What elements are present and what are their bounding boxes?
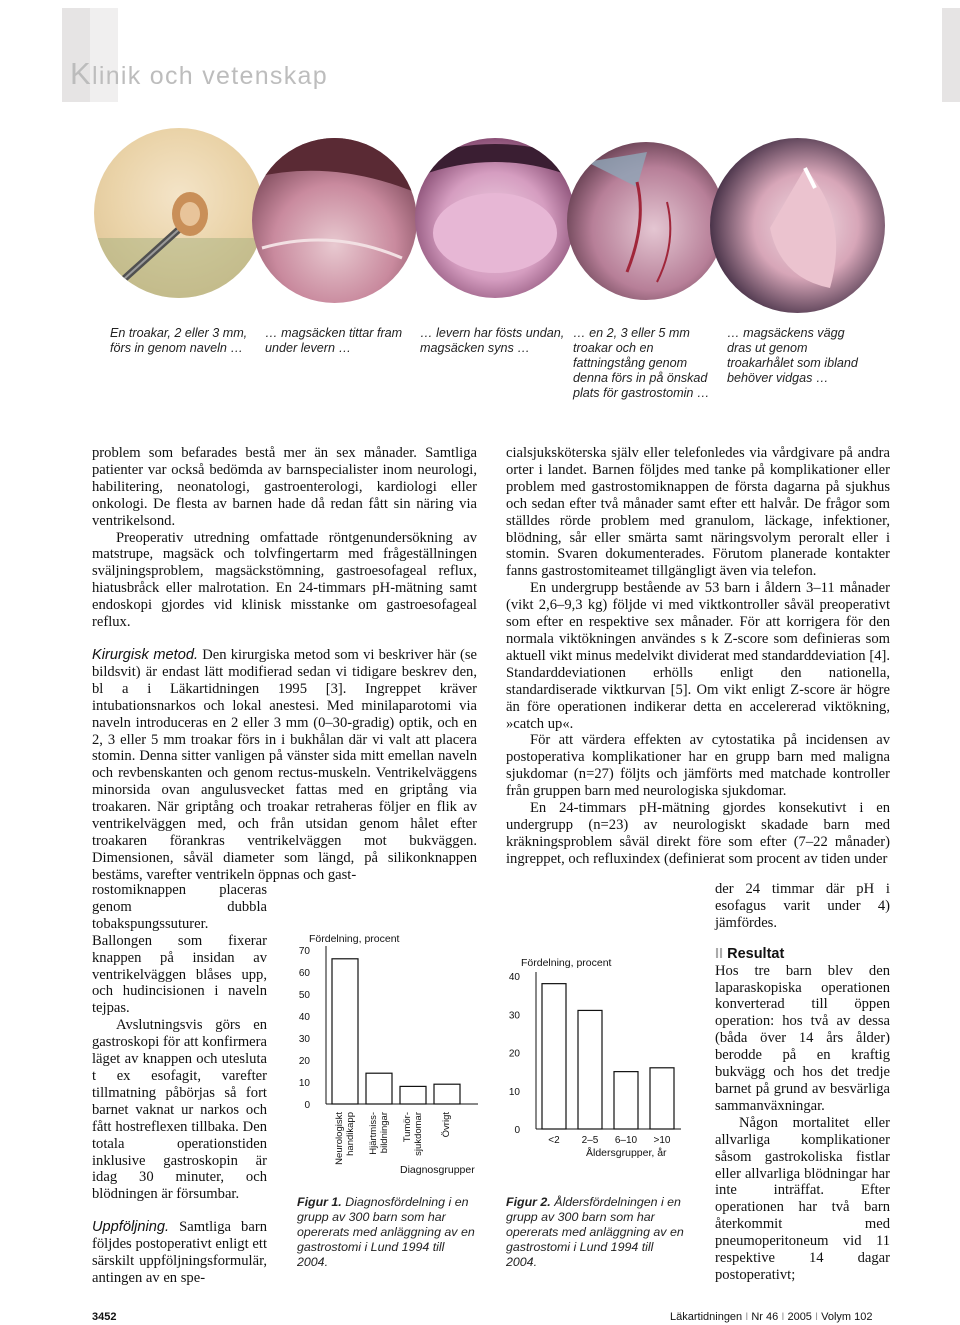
y-tick-label: 50	[298, 990, 310, 1001]
x-tick-label: 2–5	[581, 1135, 599, 1146]
photo-caption-4: … en 2, 3 eller 5 mm troakar och en fattningstång genom denna förs in på önskad plats för gastrostomin …	[573, 326, 710, 400]
photo-levern-undanfost	[415, 138, 575, 298]
x-tick-label: <2	[548, 1135, 560, 1146]
bar	[434, 1084, 460, 1104]
heading-uppfoljning: Uppföljning.	[92, 1219, 170, 1236]
photo-magsack-under-levern	[252, 138, 417, 303]
chart1-xlabel: Diagnosgrupper	[400, 1164, 475, 1176]
left-paragraph-3b: rostomiknappen placeras genom dubbla tobakspungssuturer. Ballongen som fixerar knappen på insidan av ventrikelväggen blåses upp, och hudincisionen i naveln tejpas.	[92, 882, 267, 1017]
photo-caption-2: … magsäcken tittar fram under levern …	[265, 326, 403, 355]
x-tick-label: Övrigt	[441, 1112, 452, 1138]
x-tick-label: 6–10	[614, 1135, 638, 1146]
resultat-heading: II Resultat	[715, 945, 785, 962]
y-tick-label: 30	[508, 1010, 520, 1022]
footer-page-number: 3452	[92, 1311, 117, 1323]
chart2-xlabel: Åldersgrupper, år	[586, 1147, 667, 1159]
x-tick-label: >10	[653, 1135, 671, 1146]
y-tick-label: 0	[514, 1125, 520, 1136]
left-paragraph-5: Uppföljning. Samtliga barn följdes postoperativt enligt ett särskilt uppföljningsformulär, antingen av en spe-	[92, 1219, 267, 1286]
right-paragraph-3: För att värdera effekten av cytostatika på incidensen av postoperativa komplikationer har en grupp barn med malignа sjukdomar (n=27) följts och jämförts med matchade kontroller från gruppen barn med neurologiska sjukdomar.	[506, 732, 890, 800]
y-tick-label: 10	[298, 1078, 310, 1089]
left-paragraph-2: Preoperativ utredning omfattade röntgenundersökning av matstrupe, magsäck och tolvfingertarm med frågeställningen sväljningsproblem, magsäckstömning, gastroesofageal reflux, hiatusbråck eller malrotation. En 24-timmars pH-mätning samt endoskopi gjordes vid klinisk misstanke om gastroesofageal reflux.	[92, 529, 477, 631]
chart2-ylabel: Fördelning, procent	[521, 957, 612, 969]
bar	[614, 1072, 638, 1129]
x-tick-label: Hjärtmiss-bildningar	[368, 1112, 390, 1155]
figure-1-caption: Figur 1. Diagnosfördelning i en grupp av 300 barn som har opererats med anläggning av en gastrostomi i Lund 1994 till 2004.	[297, 1195, 475, 1269]
figure-2-caption: Figur 2. Åldersfördelningen i en grupp av 300 barn som har opererats med anläggning av en gastrostomi i Lund 1994 till 2004.	[506, 1195, 684, 1269]
y-tick-label: 10	[508, 1086, 520, 1098]
right-paragraph-1: cialsjuksköterska själv eller telefonledes via vårdgivare på andra orter i landet. Barnen följdes med tanke på komplikationer eller problem med gastrostomiknappen de första dagarna på sjukhus och sedan efter två månader samt efter ett halvår. De frågor som ställdes rörde problem med granulom, läckage, infektioner, blödning, sår eller smärta samt näringsvolym peroralt eller i stomin. Svaren dokumenterades. Förutom planerade kontakter fanns gastrostomiteamet tillgängligt även via telefon.	[506, 445, 890, 580]
x-tick-label: Tumör-sjukdomar	[402, 1112, 424, 1156]
y-tick-label: 20	[298, 1056, 310, 1067]
bar	[400, 1086, 426, 1104]
right-paragraph-6: Någon mortalitet eller allvarliga komplikationer såsom gastrokoliska fistlar eller allvarliga blödningar har inte inträffat. Efter operationen har två barn återkommit med pneumoperitoneum vid 11 respektive 14 dagar postoperativt;	[715, 1114, 890, 1283]
bar	[542, 984, 566, 1129]
left-paragraph-1: problem som befarades bestå mer än sex månader. Samtliga patienter var också bedömda av barnspecialister inom neurologi, habilitering, neonatologi, gastroenterologi, kardiologi eller onkologi. De flesta av barnen hade då redan fått sin näring via ventrikelsond.	[92, 445, 477, 529]
left-paragraph-4: Avslutningsvis görs en gastroskopi för att konfirmera läget av knappen och utesluta t ex esofagit, varefter tillmatning påbörjas så fort barnet vaknat ur narkos och fått hostreflexen tillbaka. Den totala operationstiden inklusive gastroskopin är idag 30 minuter, och blödningen är försumbar.	[92, 1017, 267, 1203]
x-tick-label: Neurologiskthandikapp	[334, 1112, 356, 1165]
right-paragraph-4b: der 24 timmar där pH i esofagus varit under 4) jämfördes.	[715, 881, 890, 931]
chart1-ylabel: Fördelning, procent	[309, 933, 400, 945]
footer-journal: Läkartidningen I Nr 46 I 2005 I Volym 102	[670, 1311, 873, 1323]
y-tick-label: 0	[304, 1100, 310, 1111]
left-paragraph-3: Kirurgisk metod. Den kirurgiska metod som vi beskriver här (se bildsvit) är endast lätt modifierad sedan vi tidigare beskrev den, bl a i Läkartidningen 1995 [3]. Ingreppet kräver intubationsnarkos och lokal anestesi. Med minilaparotomi via naveln introduceras en 2 eller 3 mm (0–30-gradig) optik, och en 2, 3 eller 5 mm troakar förs in i bukhålan där vi valt att placera stomin. Denna sitter vanligen på vänster sida mitt emellan naveln och revbenskanten och genom rectus-muskeln. Ventrikelväggens minorsida ovan angulusvecket fattas med en griptång via troakaren. När griptång och troakar retraheras följer en flik av ventrikelväggen med, och från utsidan genom hålet efter troakaren förankras ventrikelväggen mot bukväggen. Dimensionen, såväl diameter som längd, på silikonknappen bestäms, varefter ventrikeln öppnas och gast-	[92, 646, 477, 883]
photo-caption-3: … levern har fösts undan, magsäcken syns …	[420, 326, 565, 355]
heading-kirurgisk-metod: Kirurgisk metod.	[92, 646, 198, 663]
right-column-narrow-text	[715, 881, 890, 1284]
right-column-text	[506, 445, 890, 868]
right-paragraph-5: Hos tre barn blev den laparaskopiska operationen konverterad till öppen operation: hos två av dessa (båda över 14 års ålder) berodde på en kraftig bukvägg och hos det tredje barnet på grund av besvärliga sammanväxningar.	[715, 962, 890, 1114]
left-column-narrow-text	[92, 882, 267, 1287]
photo-troakar-navel	[94, 128, 264, 298]
bar	[650, 1068, 674, 1129]
figure-2-chart	[506, 946, 706, 1174]
left-column-text	[92, 445, 477, 884]
header-gray-tab-right	[942, 8, 960, 102]
photo-caption-5: … magsäckens vägg dras ut genom troakarhålet som ibland behöver vidgas …	[727, 326, 858, 385]
y-tick-label: 20	[508, 1048, 520, 1060]
right-paragraph-2: En undergrupp bestående av 53 barn i åldern 3–11 månader (vikt 2,6–9,3 kg) följde vi med viktkontroller såväl preoperativt som efter en respektive sex månader. För att korrigera för den normala viktökningen användes s k Z-score som definieras som aktuell vikt minus medelvikt dividerat med standarddeviation [4]. Standarddeviationen erhölls enligt den nationella, standardiserade viktkurvan [5]. Om vikt enligt Z-score är högre än före operationen indikerar detta en accelererad viktökning, »catch up«.	[506, 580, 890, 732]
y-tick-label: 40	[298, 1012, 310, 1023]
bar	[366, 1073, 392, 1104]
photo-caption-1: En troakar, 2 eller 3 mm, förs in genom naveln …	[110, 326, 248, 355]
figure-1-chart	[293, 924, 493, 1186]
photo-troakar-fattningstang	[567, 142, 725, 300]
y-tick-label: 70	[298, 946, 310, 957]
photo-magsackens-vagg	[710, 138, 885, 313]
y-tick-label: 30	[298, 1034, 310, 1045]
section-title: Klinik och vetenskap	[70, 56, 328, 91]
bar	[578, 1010, 602, 1129]
y-tick-label: 60	[298, 968, 310, 979]
right-paragraph-4: En 24-timmars pH-mätning gjordes konsekutivt i en undergrupp (n=23) av neurologiskt skadade barn med kräkningsproblem såväl direkt före som efter (7–22 månader) ingreppet, och refluxindex (definierat som procent av tiden under	[506, 800, 890, 867]
bar	[332, 959, 358, 1104]
y-tick-label: 40	[508, 972, 520, 983]
